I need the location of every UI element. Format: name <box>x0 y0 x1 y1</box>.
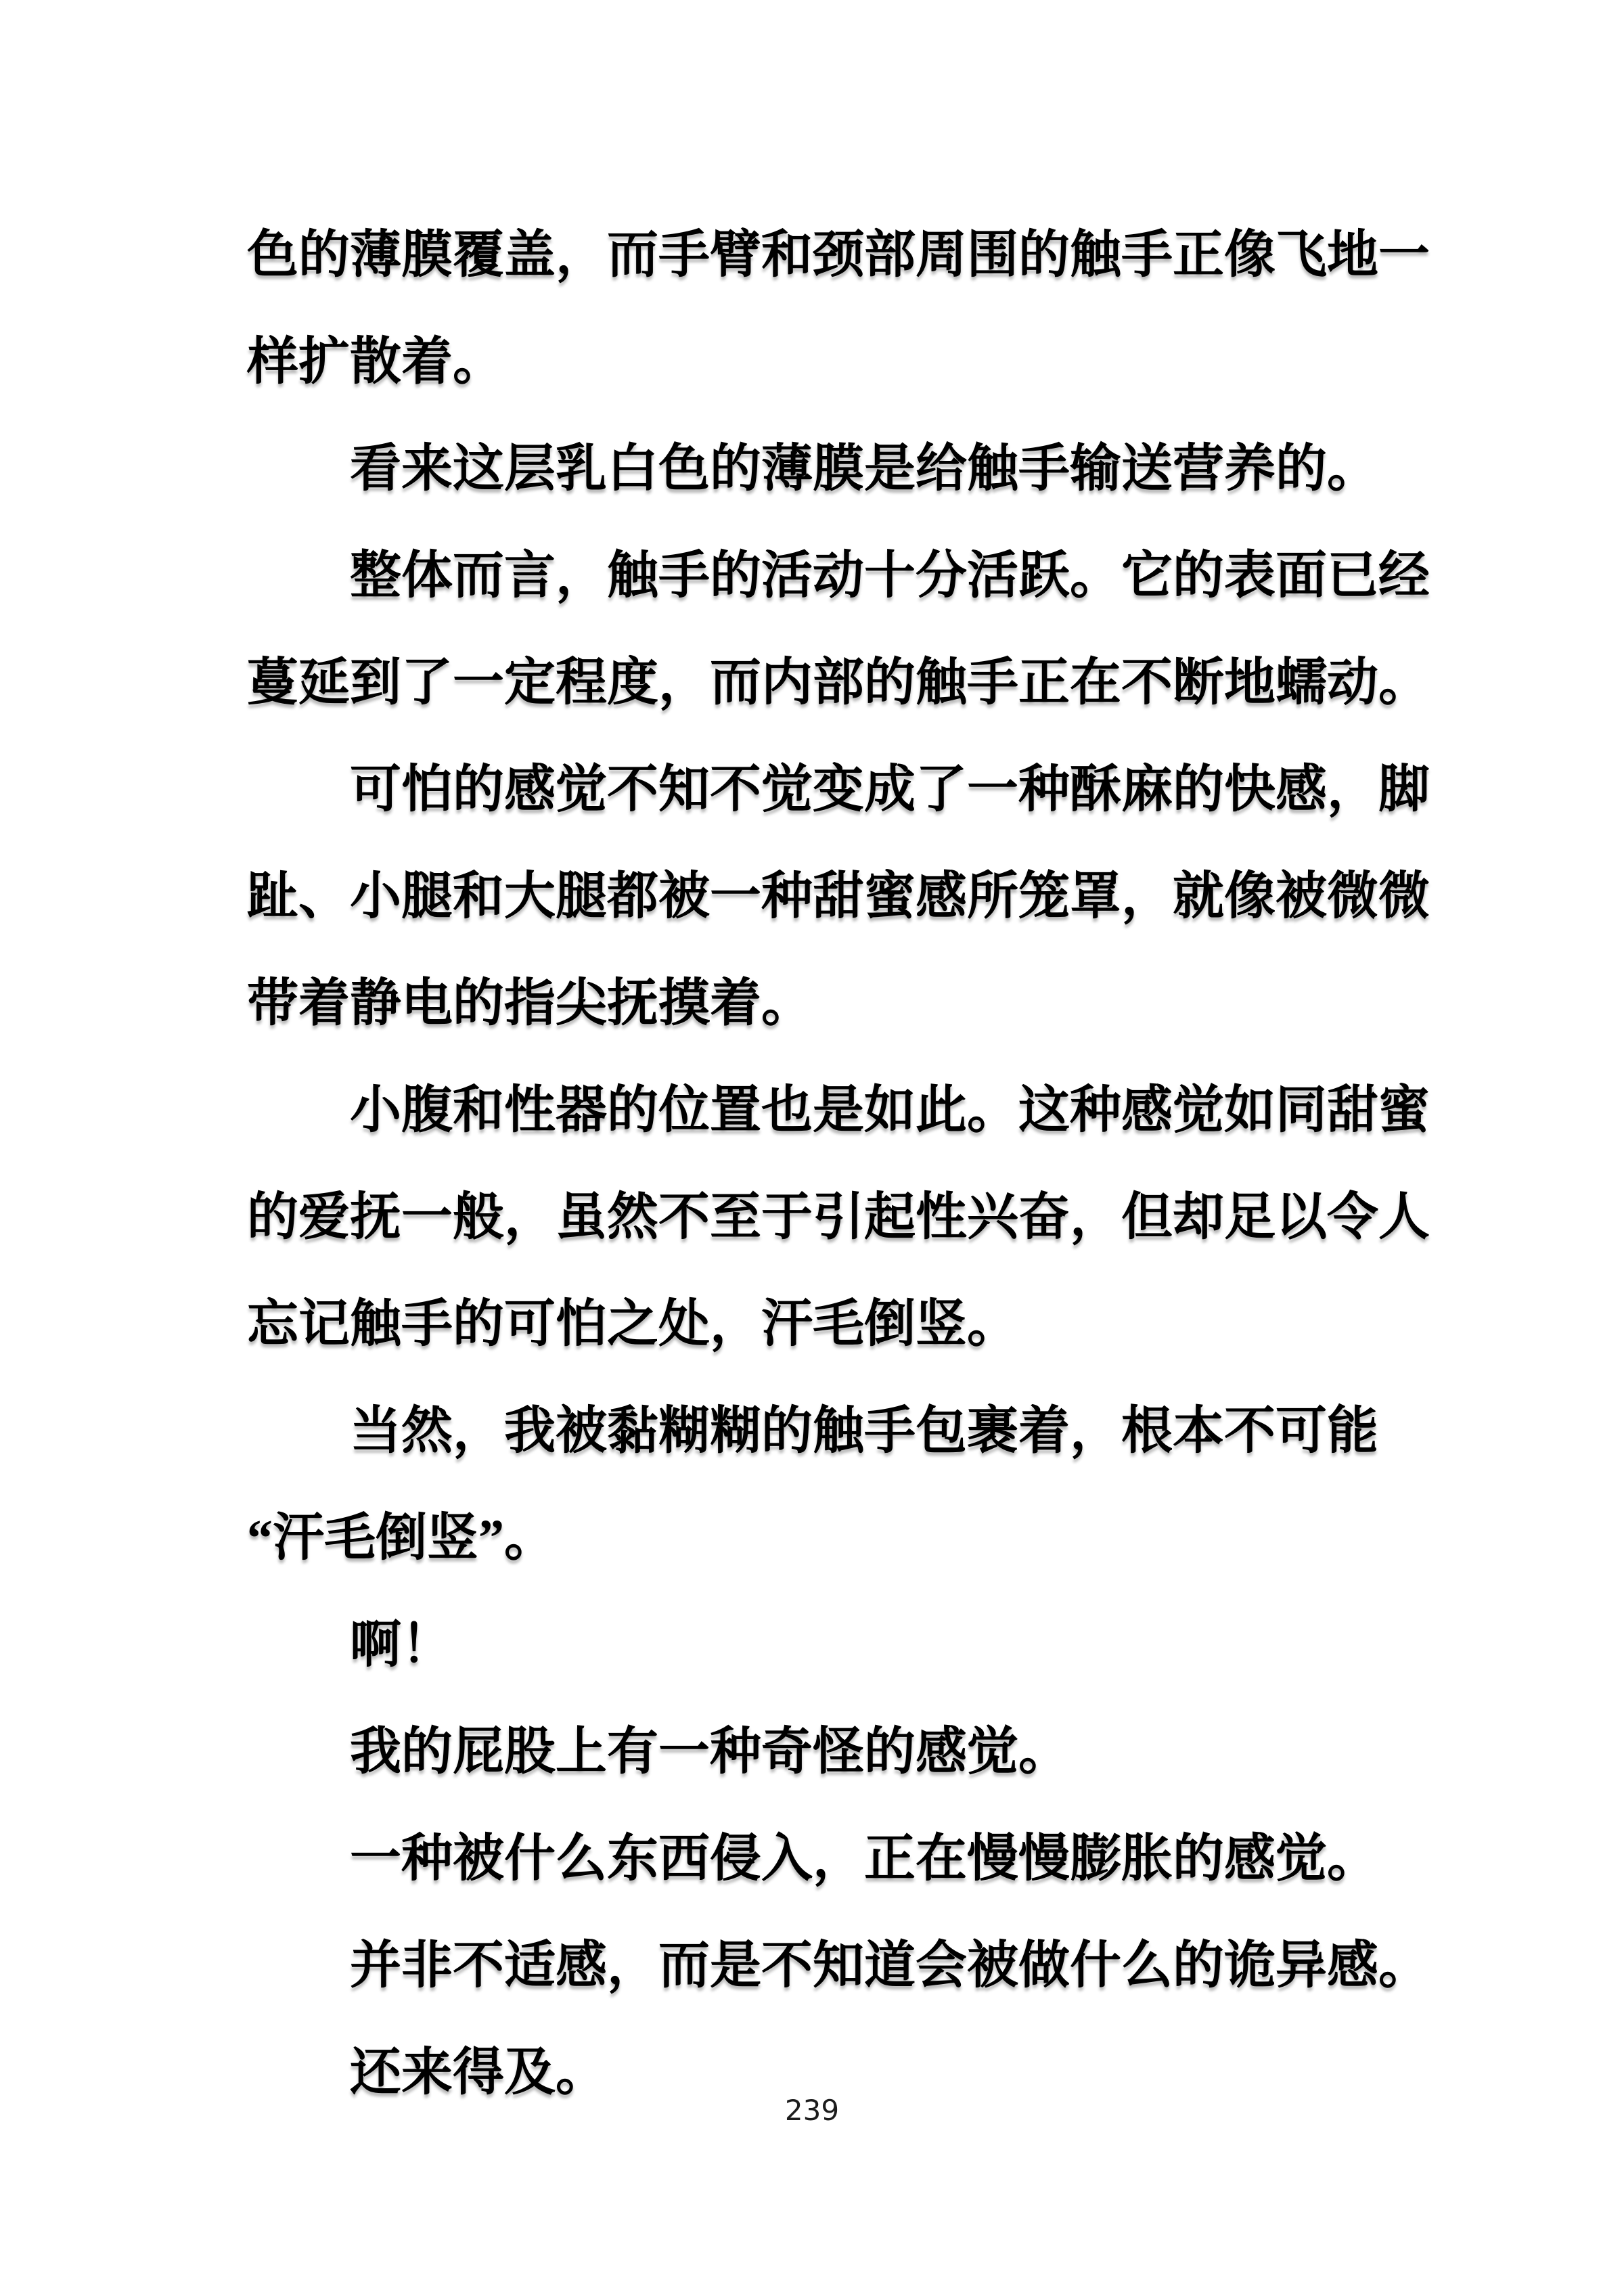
text-block <box>247 202 1430 2126</box>
text-line: 当然，我被黏糊糊的触手包裹着，根本不可能 <box>350 1403 1378 1460</box>
text-line: 并非不适感，而是不知道会被做什么的诡异感。 <box>350 1937 1430 1994</box>
text-line: 趾、小腿和大腿都被一种甜蜜感所笼罩，就像被微微 <box>247 868 1430 925</box>
text-line: 整体而言，触手的活动十分活跃。它的表面已经 <box>350 547 1430 604</box>
text-line: 可怕的感觉不知不觉变成了一种酥麻的快感，脚 <box>350 761 1430 818</box>
page-number: 239 <box>784 2094 840 2127</box>
text-line: 看来这层乳白色的薄膜是给触手输送营养的。 <box>350 441 1378 497</box>
text-line: 还来得及。 <box>350 2044 607 2101</box>
text-line: 的爱抚一般，虽然不至于引起性兴奋，但却足以令人 <box>247 1189 1430 1246</box>
text-line: 我的屁股上有一种奇怪的感觉。 <box>350 1724 1070 1780</box>
text-line: 一种被什么东西侵入，正在慢慢膨胀的感觉。 <box>350 1830 1378 1887</box>
text-line: 忘记触手的可怕之处，汗毛倒竖。 <box>247 1296 1018 1353</box>
text-line: 色的薄膜覆盖，而手臂和颈部周围的触手正像飞地一 <box>247 227 1430 284</box>
text-line: “汗毛倒竖”。 <box>247 1510 556 1567</box>
text-line: 啊！ <box>350 1617 453 1673</box>
text-line: 样扩散着。 <box>247 334 504 390</box>
text-line: 带着静电的指尖抚摸着。 <box>247 975 813 1032</box>
text-line: 小腹和性器的位置也是如此。这种感觉如同甜蜜 <box>350 1082 1430 1139</box>
text-line: 蔓延到了一定程度，而内部的触手正在不断地蠕动。 <box>247 654 1430 711</box>
